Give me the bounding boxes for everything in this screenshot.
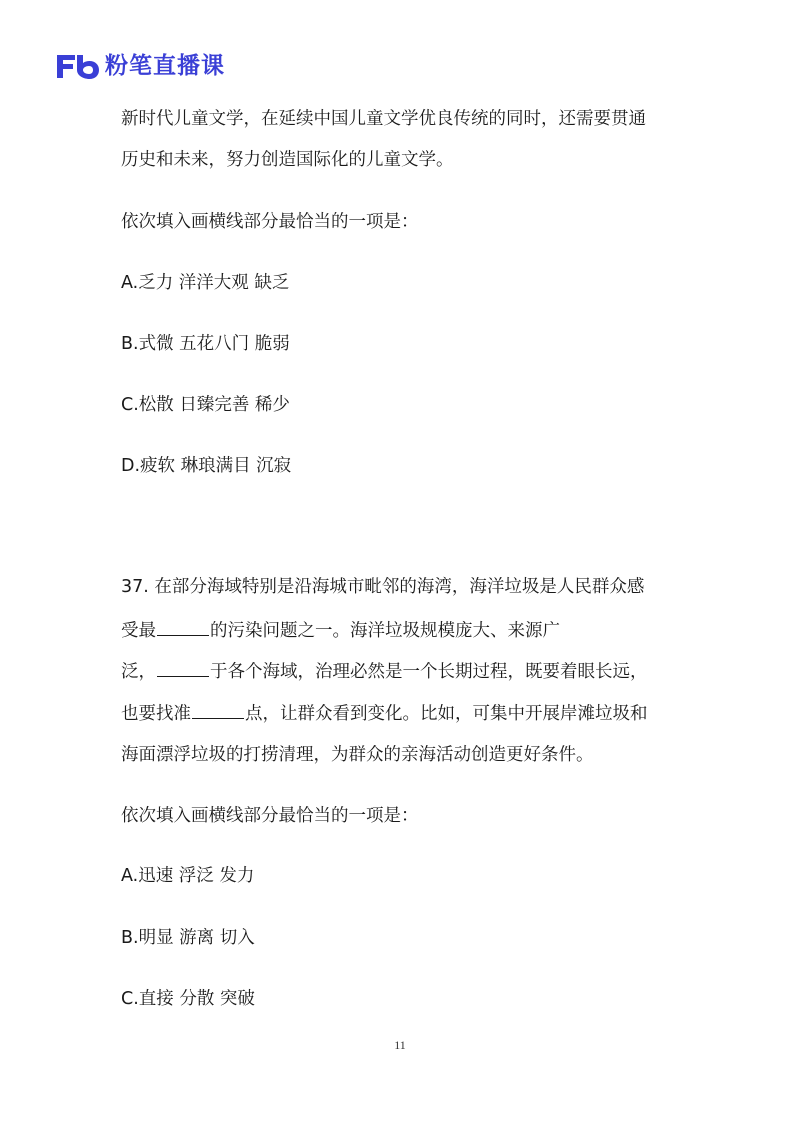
- question-37-line: 37. 在部分海域特别是沿海城市毗邻的海湾，海洋垃圾是人民群众感: [121, 577, 645, 597]
- text-segment: 受最: [121, 621, 156, 641]
- question-prompt: 依次填入画横线部分最恰当的一项是：: [121, 212, 419, 232]
- page-number: 11: [394, 1038, 406, 1052]
- option-a: A.乏力 洋洋大观 缺乏: [121, 273, 290, 293]
- passage-line: 历史和未来，努力创造国际化的儿童文学。: [121, 150, 454, 170]
- question-37-line: 海面漂浮垃圾的打捞清理，为群众的亲海活动创造更好条件。: [121, 745, 594, 765]
- option-a: A.迅速 浮泛 发力: [121, 866, 255, 886]
- fill-blank: [157, 618, 209, 636]
- option-d: D.疲软 琳琅满目 沉寂: [121, 456, 292, 476]
- question-prompt: 依次填入画横线部分最恰当的一项是：: [121, 806, 419, 826]
- text-segment: 的污染问题之一。海洋垃圾规模庞大、来源广: [210, 621, 560, 641]
- option-c: C.直接 分散 突破: [121, 989, 255, 1009]
- question-37-line: [121, 618, 560, 643]
- fill-blank: [157, 659, 209, 677]
- option-b: B.明显 游离 切入: [121, 928, 255, 948]
- question-37-line: [121, 659, 648, 684]
- fb-logo-icon: [55, 51, 101, 81]
- question-37-line: [121, 701, 648, 726]
- passage-line: 新时代儿童文学，在延续中国儿童文学优良传统的同时，还需要贯通: [121, 109, 646, 129]
- option-b: B.式微 五花八门 脆弱: [121, 334, 290, 354]
- option-c: C.松散 日臻完善 稀少: [121, 395, 290, 415]
- brand-logo: [55, 51, 225, 81]
- text-segment: 点，让群众看到变化。比如，可集中开展岸滩垃圾和: [245, 704, 648, 724]
- brand-name: 粉笔直播课: [105, 53, 225, 79]
- fill-blank: [192, 701, 244, 719]
- text-segment: 泛，: [121, 662, 156, 682]
- text-segment: 于各个海域，治理必然是一个长期过程，既要着眼长远，: [210, 662, 648, 682]
- text-segment: 也要找准: [121, 704, 191, 724]
